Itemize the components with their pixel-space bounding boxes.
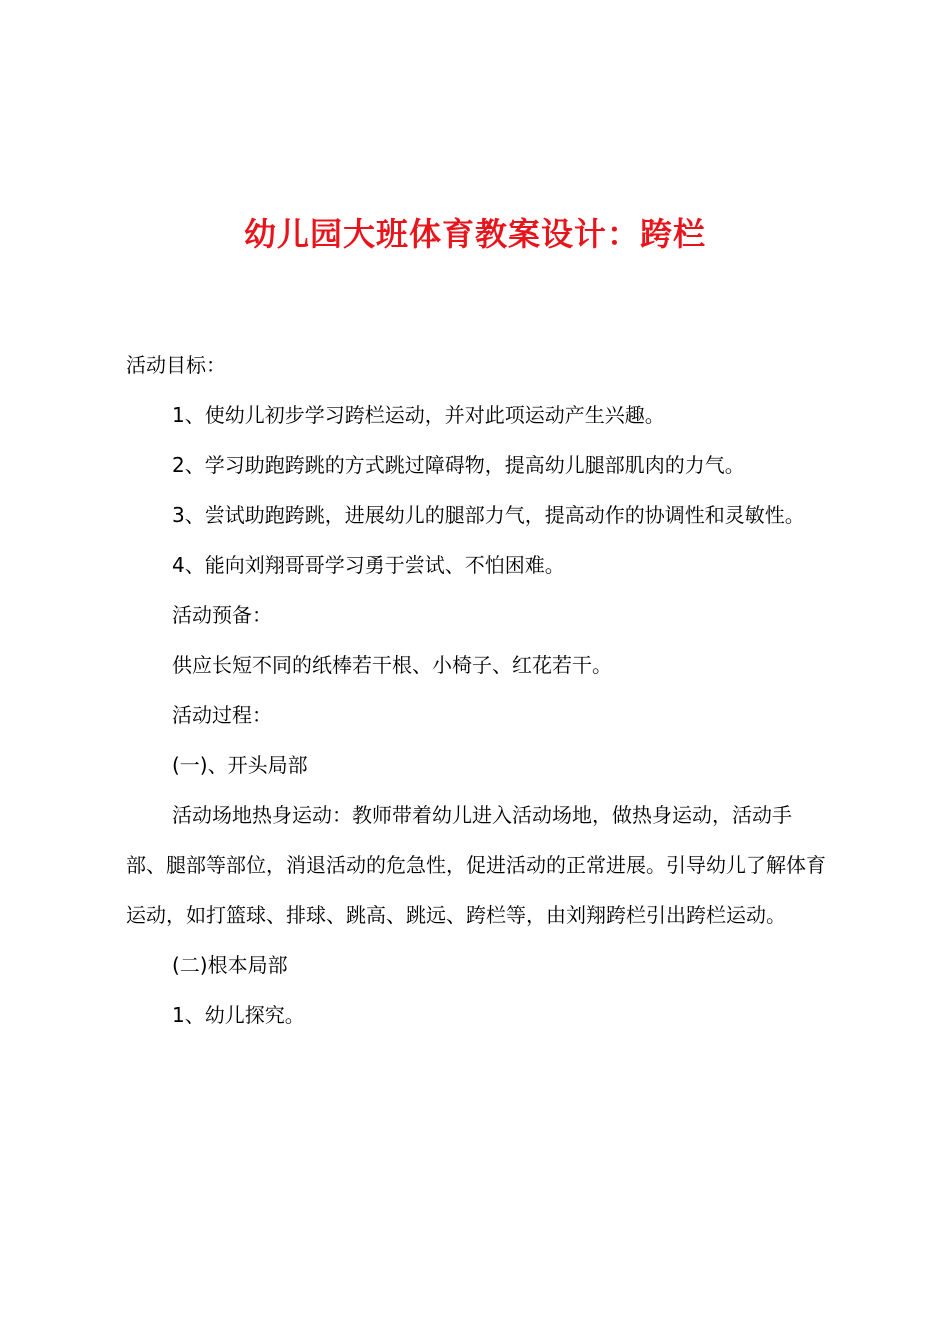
paragraph-warmup: 活动场地热身运动：教师带着幼儿进入活动场地，做热身运动，活动手部、腿部等部位，消退活动的危急性，促进活动的正常进展。引导幼儿了解体育运动，如打篮球、排球、跳高、跳远、跨栏等，由刘翔跨栏引出跨栏运动。 [126, 803, 826, 927]
paragraph-exploration: 1、幼儿探究。 [172, 1003, 305, 1027]
paragraph-section-one-heading: (一)、开头局部 [172, 753, 308, 777]
paragraph-goal-2: 2、学习助跑跨跳的方式跳过障碍物，提高幼儿腿部肌肉的力气。 [172, 453, 745, 477]
document-title: 幼儿园大班体育教案设计：跨栏 [243, 215, 706, 253]
paragraph-goal-3: 3、尝试助跑跨跳，进展幼儿的腿部力气，提高动作的协调性和灵敏性。 [172, 503, 805, 527]
paragraph-section-two-heading: (二)根本局部 [172, 953, 288, 977]
paragraph-preparation-heading: 活动预备： [172, 603, 272, 627]
paragraph-goal-1: 1、使幼儿初步学习跨栏运动，并对此项运动产生兴趣。 [172, 403, 665, 427]
paragraph-goal-4: 4、能向刘翔哥哥学习勇于尝试、不怕困难。 [172, 553, 565, 577]
paragraph-process-heading: 活动过程： [172, 703, 272, 727]
paragraph-preparation-materials: 供应长短不同的纸棒若干根、小椅子、红花若干。 [172, 653, 612, 677]
document-body [126, 340, 830, 1040]
paragraph-activity-goals-heading: 活动目标： [126, 353, 226, 377]
